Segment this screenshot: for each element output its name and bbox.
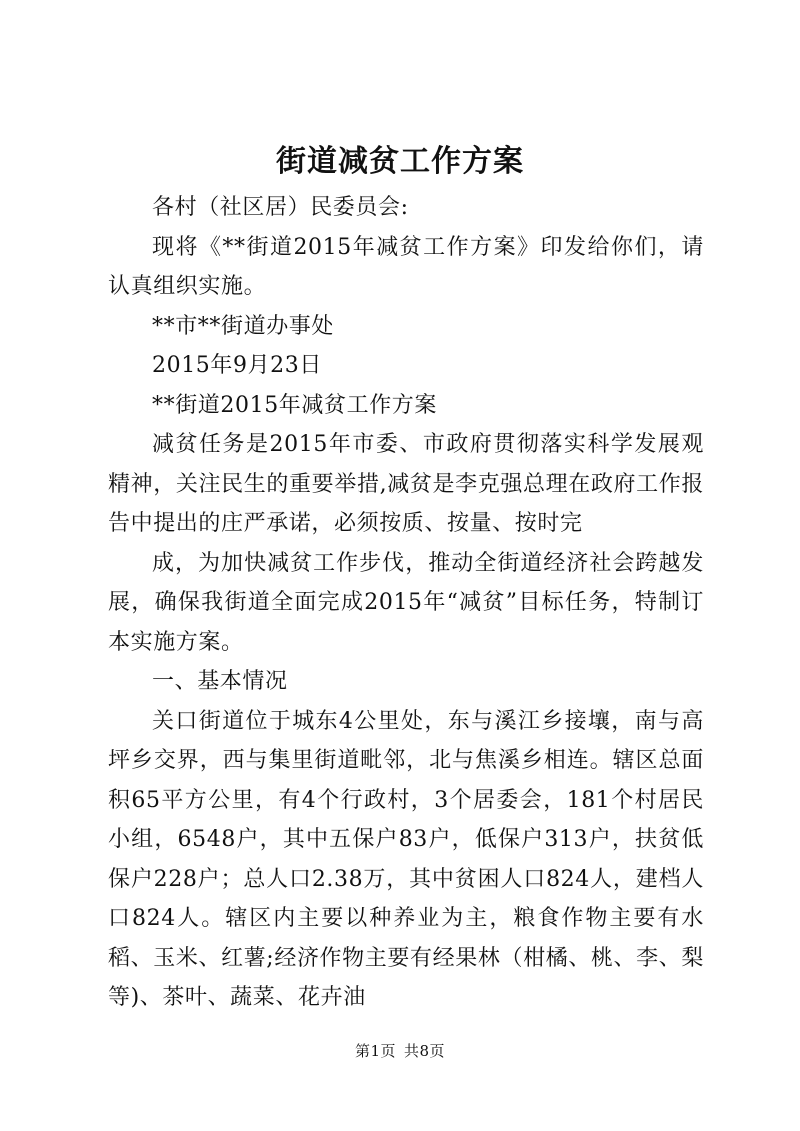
paragraph-intro-continued: 成，为加快减贫工作步伐，推动全街道经济社会跨越发展，确保我街道全面完成2015年“减贫”目标任务，特制订本实施方案。	[108, 550, 704, 655]
paragraph-subtitle: **街道2015年减贫工作方案	[152, 392, 437, 418]
page-number: 第1页	[354, 1042, 396, 1060]
page-total: 共8页	[404, 1042, 446, 1060]
paragraph-notice: 现将《**街道2015年减贫工作方案》印发给你们，请认真组织实施。	[108, 234, 704, 299]
paragraph-issuer: **市**街道办事处	[152, 313, 335, 339]
paragraph-addressee: 各村（社区居）民委员会:	[152, 195, 409, 220]
paragraph-basic-situation: 关口街道位于城东4公里处，东与溪江乡接壤，南与高坪乡交界，西与集里街道毗邻，北与焦溪乡相连。辖区总面积65平方公里，有4个行政村，3个居委会，181个村居民小组，6548户，其中五保户83户，低保户313户，扶贫低保户228户；总人口2.38万，其中贫困人口824人，建档人口824人。辖区内主要以种养业为主，粮食作物主要有水稻、玉米、红薯;经济作物主要有经果林（柑橘、桃、李、梨等)、茶叶、蔬菜、花卉油	[108, 708, 704, 1010]
document-body	[108, 188, 704, 1018]
section-heading-basic-situation: 一、基本情况	[152, 669, 288, 694]
page-footer	[0, 1040, 800, 1062]
document-title: 街道减贫工作方案	[276, 144, 524, 179]
paragraph-date: 2015年9月23日	[152, 353, 322, 378]
paragraph-intro: 减贫任务是2015年市委、市政府贯彻落实科学发展观精神，关注民生的重要举措,减贫是李克强总理在政府工作报告中提出的庄严承诺，必须按质、按量、按时完	[108, 432, 704, 536]
